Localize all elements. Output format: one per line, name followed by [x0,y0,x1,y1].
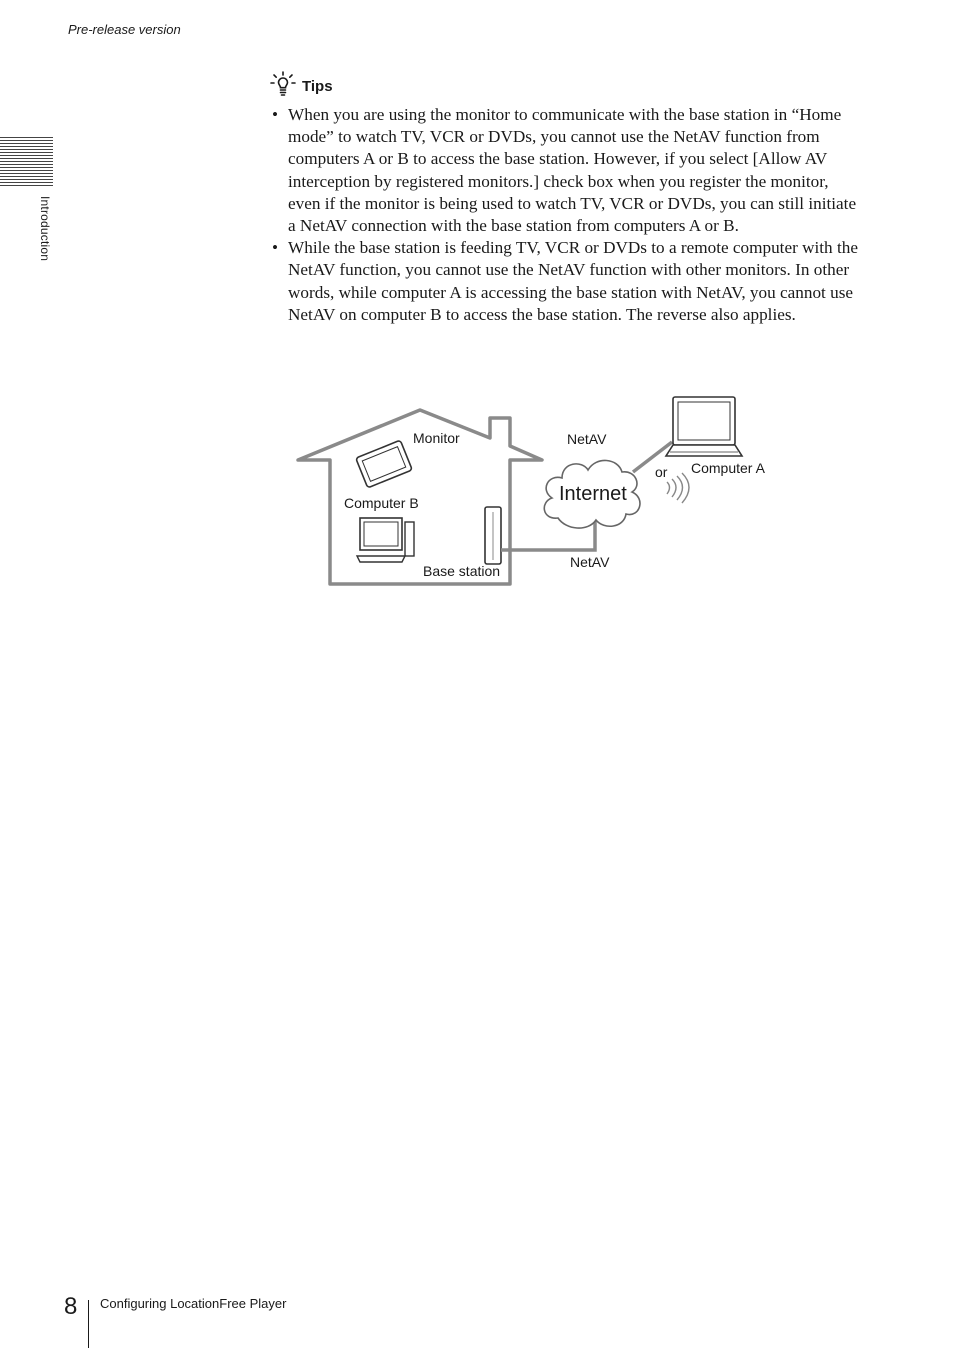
tips-title: Tips [302,77,333,95]
computer-a-icon [666,397,742,456]
tip-item: • While the base station is feeding TV, VCR or DVDs to a remote computer with the NetAV function, you cannot use the NetAV function with other monitors. In other words, while computer A is accessing the base station with NetAV, you cannot use NetAV on computer B to access the base station. The reverse also applies. [270,237,865,326]
computer-a-label: Computer A [691,460,765,476]
computer-b-label: Computer B [344,495,419,511]
netav-top-label: NetAV [567,431,607,447]
base-station-icon [485,507,501,564]
internet-label: Internet [559,483,627,505]
pre-release-note: Pre-release version [68,22,181,37]
lightbulb-icon [270,71,296,102]
or-label: or [655,464,668,480]
network-diagram [290,390,790,595]
netav-bottom-label: NetAV [570,554,610,570]
tip-item: • When you are using the monitor to communicate with the base station in “Home mode” to watch TV, VCR or DVDs, you cannot use the NetAV function from computers A or B to access the base station. However, if you select [Allow AV interception by registered monitors.] check box when you register the monitor, even if the monitor is being used to watch TV, VCR or DVDs, you can still initiate a NetAV connection with the base station from computers A or B. [270,104,865,237]
page-number: 8 [64,1293,78,1320]
section-tab-stripes [0,137,53,187]
footer-divider [88,1300,89,1348]
base-station-label: Base station [423,563,501,579]
tips-list [270,104,865,326]
wireless-waves-icon [667,473,689,503]
computer-b-icon [357,518,414,562]
monitor-label: Monitor [413,430,460,446]
section-tab-label: Introduction [38,196,52,262]
footer-section-title: Configuring LocationFree Player [100,1296,287,1311]
tips-heading [270,73,333,99]
